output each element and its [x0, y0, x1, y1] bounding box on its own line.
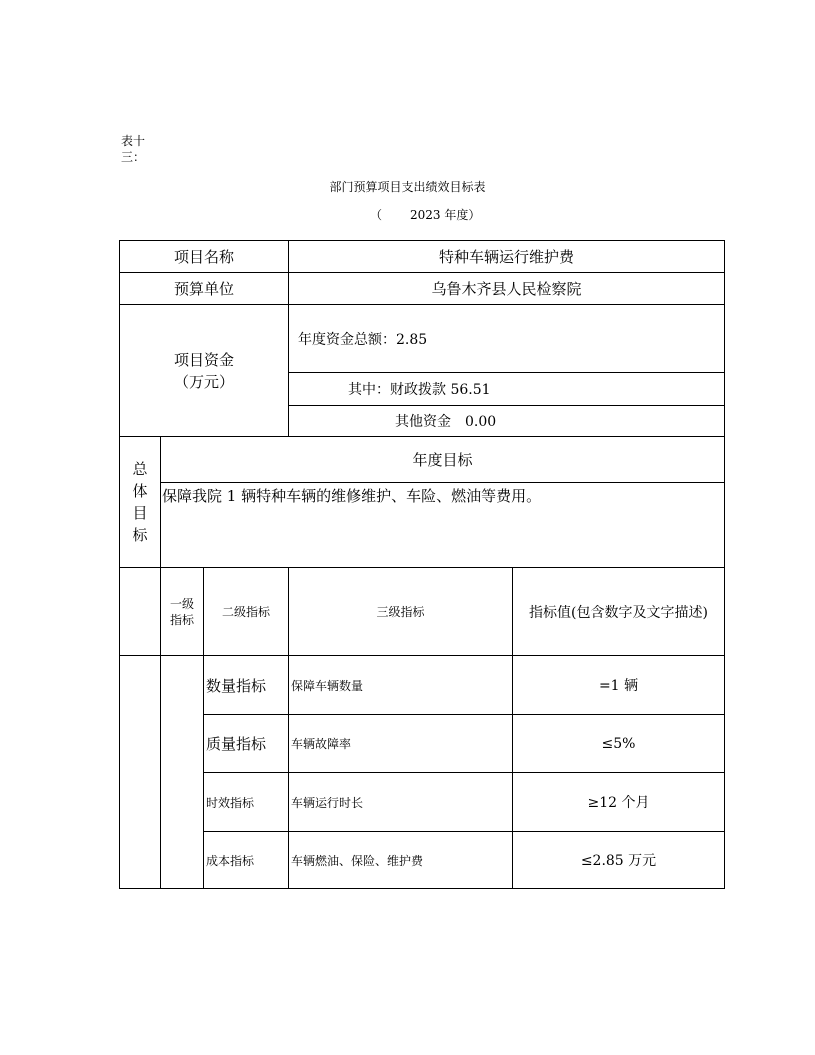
document-title: 部门预算项目支出绩效目标表 [329, 180, 486, 194]
value-cost: ≤2.85 万元 [580, 853, 657, 869]
funds-other: 其他资金 0.00 [395, 414, 497, 430]
table-number-label: 表十三： [121, 134, 146, 164]
value-quality: ≤5% [601, 735, 636, 752]
level3-cost: 车辆燃油、保险、维护费 [291, 853, 424, 868]
level1-indicator-header [161, 568, 203, 655]
value-timeliness: ≥12 个月 [587, 795, 650, 811]
project-name-value: 特种车辆运行维护费 [438, 248, 574, 266]
funds-fiscal: 其中：财政拨款 56.51 [348, 382, 491, 398]
indicator-value-header: 指标值(包含数字及文字描述) [529, 604, 708, 621]
overall-goal-label [120, 437, 160, 567]
annual-goal-heading: 年度目标 [412, 451, 473, 469]
goal-side-char-3: 目 [132, 504, 148, 522]
funds-label-text: 项目资金 [173, 350, 234, 369]
goal-side-char-4: 标 [132, 526, 148, 544]
level2-timeliness: 时效指标 [206, 795, 255, 810]
level1-header-line-2: 指标 [169, 612, 194, 627]
funds-unit-text: （万元） [173, 372, 234, 391]
level3-quantity: 保障车辆数量 [291, 678, 364, 693]
year-open-bracket: （ [370, 208, 383, 222]
goal-side-char-1: 总 [132, 460, 148, 478]
budget-unit-label: 预算单位 [173, 280, 234, 298]
level2-cost: 成本指标 [206, 853, 255, 868]
annual-goal-text: 保障我院 1 辆特种车辆的维修维护、车险、燃油等费用。 [162, 486, 542, 505]
project-name-label: 项目名称 [173, 248, 234, 266]
goal-side-char-2: 体 [132, 482, 148, 500]
level2-quality: 质量指标 [206, 735, 267, 753]
level3-timeliness: 车辆运行时长 [291, 795, 364, 810]
value-quantity: =1 辆 [598, 678, 639, 694]
level2-quantity: 数量指标 [206, 676, 267, 695]
budget-unit-value: 乌鲁木齐县人民检察院 [431, 280, 582, 298]
year-text: 2023 年度） [410, 208, 481, 222]
funds-total: 年度资金总额：2.85 [298, 331, 428, 348]
level3-indicator-header: 三级指标 [376, 605, 425, 619]
level3-quality: 车辆故障率 [291, 737, 352, 751]
level1-header-line-1: 一级 [169, 596, 194, 611]
project-funds-label [120, 305, 288, 436]
level2-indicator-header: 二级指标 [221, 605, 270, 619]
